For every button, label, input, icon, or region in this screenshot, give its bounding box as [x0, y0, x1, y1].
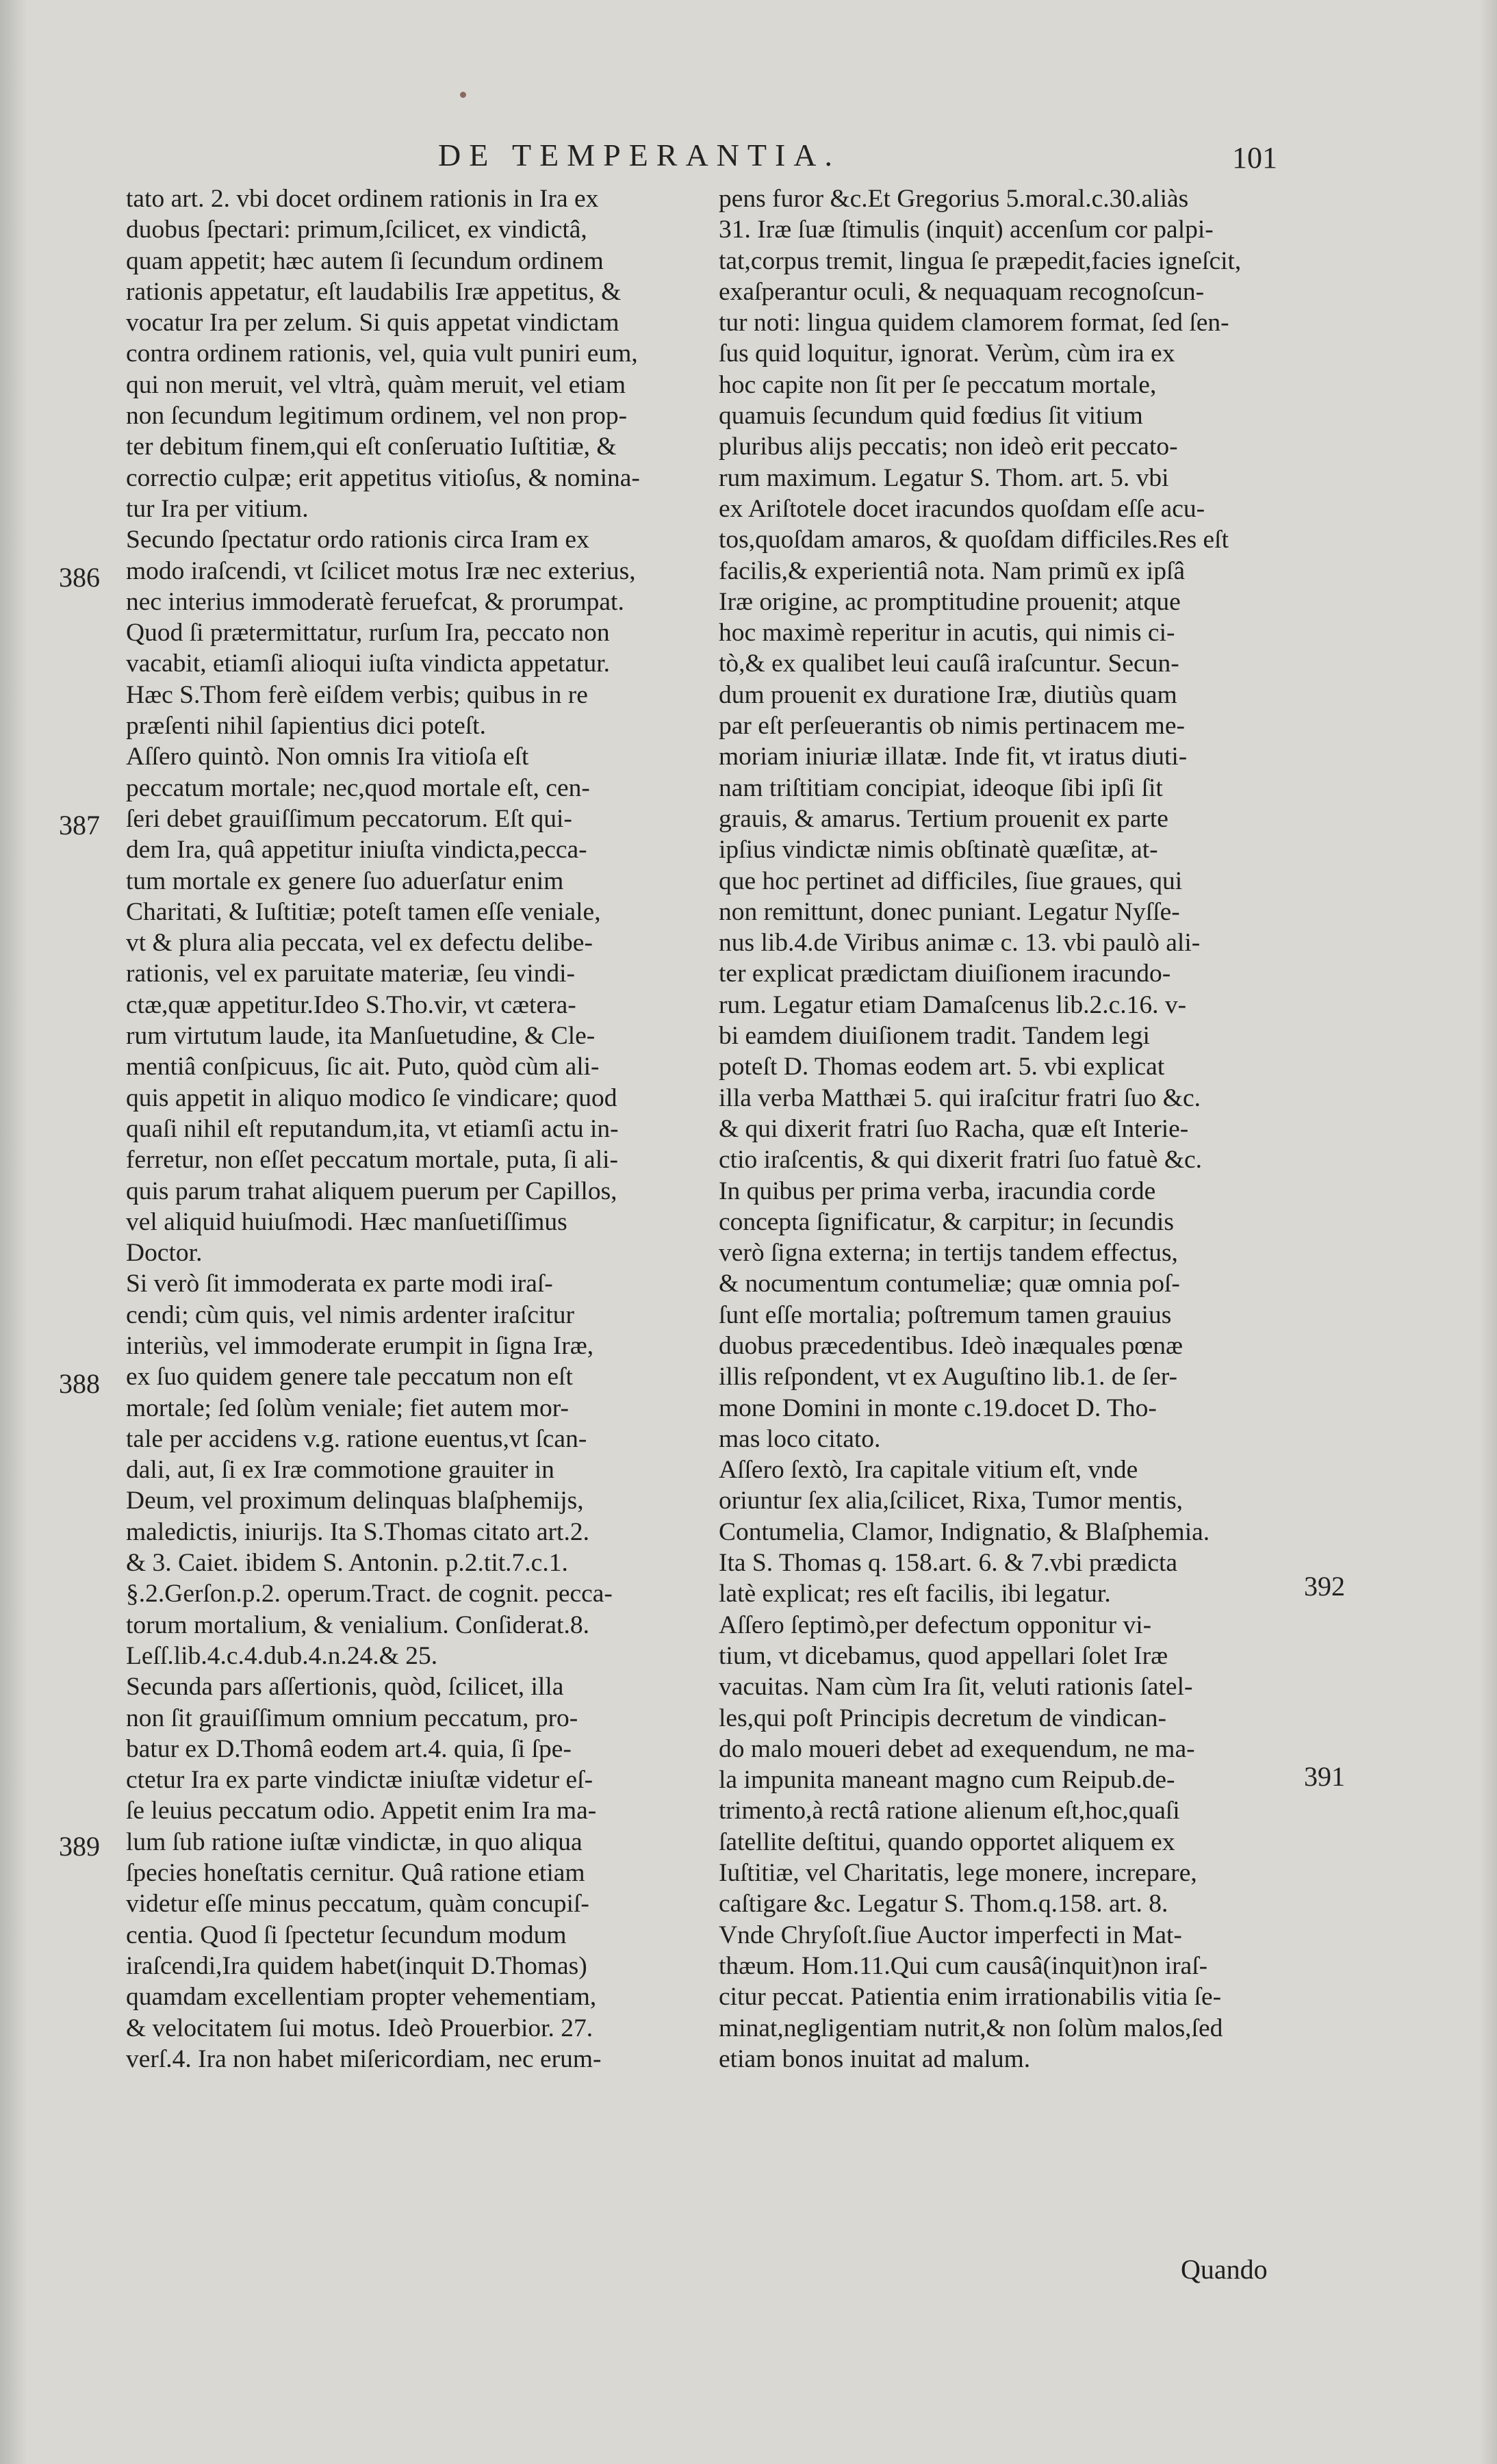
text-line: In quibus per prima verba, iracundia corde [719, 1177, 1156, 1205]
text-line: Secunda pars aſſertionis, quòd, ſcilicet, illa [126, 1673, 564, 1702]
text-line: Iræ origine, ac promptitudine prouenit; atque [719, 587, 1181, 616]
text-line: latè explicat; res eſt facilis, ibi legatur. [719, 1580, 1111, 1608]
text-line: nam triſtitiam concipiat, ideoque ſibi ipſi ſit [719, 773, 1163, 802]
text-line: & velocitatem ſui motus. Ideò Prouerbior. 27. [126, 2014, 593, 2042]
text-line: maledictis, iniurijs. Ita S.Thomas citato art.2. [126, 1517, 589, 1546]
text-line: ex Ariſtotele docet iracundos quoſdam eſſe acu- [719, 494, 1205, 523]
text-line: Leſſ.lib.4.c.4.dub.4.n.24.& 25. [126, 1641, 438, 1670]
text-line: vocatur Ira per zelum. Si quis appetat vindictam [126, 309, 619, 337]
text-line: ſunt eſſe mortalia; poſtremum tamen grauius [719, 1300, 1172, 1329]
margin-number-387: 387 [59, 810, 100, 840]
text-line: hoc capite non ſit per ſe peccatum mortale, [719, 370, 1157, 399]
text-line: Aſſero ſeptimò,per defectum opponitur vi- [719, 1610, 1152, 1639]
text-line: dali, aut, ſi ex Iræ commotione grauiter in [126, 1456, 554, 1485]
text-line: & nocumentum contumeliæ; quæ omnia poſ- [719, 1270, 1180, 1298]
text-line: cendi; cùm quis, vel nimis ardenter iraſcitur [126, 1300, 575, 1329]
text-line: bi eamdem diuiſionem tradit. Tandem legi [719, 1022, 1150, 1051]
text-line: non remittunt, donec puniant. Legatur Nyſſe- [719, 897, 1180, 926]
text-line: Secundo ſpectatur ordo rationis circa Iram ex [126, 526, 589, 554]
page-number: 101 [1232, 141, 1277, 175]
text-line: tos,quoſdam amaros, & quoſdam difficiles.Res eſt [719, 526, 1229, 554]
text-line: do malo moueri debet ad exequendum, ne ma- [719, 1734, 1195, 1763]
text-line: quamdam excellentiam propter vehementiam, [126, 1983, 597, 2012]
text-line: quis appetit in aliquo modico ſe vindicare; quod [126, 1083, 617, 1112]
text-line: trimento,à rectâ ratione alienum eſt,hoc,quaſi [719, 1797, 1180, 1825]
text-line: verſ.4. Ira non habet miſericordiam, nec erum- [126, 2044, 602, 2073]
text-line: hoc maximè reperitur in acutis, qui nimis ci- [719, 619, 1175, 647]
text-line: quaſi nihil eſt reputandum,ita, vt etiamſi actu in- [126, 1114, 619, 1143]
text-line: concepta ſignificatur, & carpitur; in ſecundis [719, 1207, 1174, 1236]
text-line: ſus quid loquitur, ignorat. Verùm, cùm ira ex [719, 339, 1175, 368]
text-line: Aſſero ſextò, Ira capitale vitium eſt, vnde [719, 1456, 1138, 1485]
page-gutter [0, 0, 27, 2464]
text-line: ſatellite deſtitui, quando opportet aliquem ex [719, 1827, 1175, 1856]
text-line: tum mortale ex genere ſuo aduerſatur enim [126, 867, 564, 895]
text-line: tur noti: lingua quidem clamorem format, ſed ſen- [719, 309, 1229, 337]
text-line: Vnde Chryſoſt.ſiue Auctor imperfecti in Mat- [719, 1921, 1182, 1949]
margin-number-386: 386 [59, 562, 100, 593]
text-line: moriam iniuriæ illatæ. Inde fit, vt iratus diuti- [719, 743, 1188, 771]
text-line: & qui dixerit fratri ſuo Racha, quæ eſt Interie- [719, 1114, 1189, 1143]
text-line: rationis, vel ex paruitate materiæ, ſeu vindi- [126, 960, 576, 988]
text-line: Si verò ſit immoderata ex parte modi iraſ- [126, 1270, 553, 1298]
margin-number-392: 392 [1304, 1571, 1345, 1602]
text-line: duobus ſpectari: primum,ſcilicet, ex vindictâ, [126, 216, 587, 244]
text-line: pluribus alijs peccatis; non ideò erit peccato- [719, 433, 1178, 461]
text-line: exaſperantur oculi, & nequaquam recognoſcun- [719, 277, 1205, 306]
margin-number-388: 388 [59, 1368, 100, 1399]
text-line: qui non meruit, vel vltrà, quàm meruit, vel etiam [126, 370, 626, 399]
text-line: pens furor &c.Et Gregorius 5.moral.c.30.aliàs [719, 185, 1189, 213]
text-line: ctio iraſcentis, & qui dixerit fratri ſuo fatuè &c. [719, 1146, 1203, 1175]
text-line: non ſecundum legitimum ordinem, vel non prop- [126, 402, 628, 431]
text-line: Hæc S.Thom ferè eiſdem verbis; quibus in re [126, 680, 588, 709]
text-line: rum virtutum laude, ita Manſuetudine, & Cle- [126, 1022, 596, 1051]
text-line: par eſt perſeuerantis ob nimis pertinacem me- [719, 712, 1185, 741]
catchword: Quando [1181, 2254, 1268, 2285]
text-line: etiam bonos inuitat ad malum. [719, 2044, 1031, 2073]
text-line: ferretur, non eſſet peccatum mortale, puta, ſi ali- [126, 1146, 619, 1175]
margin-number-389: 389 [59, 1831, 100, 1862]
text-line: vacuitas. Nam cùm Ira ſit, veluti rationis ſatel- [719, 1673, 1193, 1702]
text-line: iraſcendi,Ira quidem habet(inquit D.Thomas) [126, 1951, 587, 1980]
text-line: quis parum trahat aliquem puerum per Capillos, [126, 1177, 617, 1205]
text-line: vel aliquid huiuſmodi. Hæc manſuetiſſimus [126, 1207, 567, 1236]
text-line: minat,negligentiam nutrit,& non ſolùm malos,ſed [719, 2014, 1223, 2042]
text-line: ipſius vindictæ nimis obſtinatè quæſitæ, at- [719, 836, 1158, 864]
text-line: correctio culpæ; erit appetitus vitioſus, & nomina- [126, 463, 640, 492]
text-line: peccatum mortale; nec,quod mortale eſt, cen- [126, 773, 590, 802]
text-line: 31. Iræ ſuæ ſtimulis (inquit) accenſum cor palpi- [719, 216, 1214, 244]
text-line: ter debitum finem,qui eſt conſeruatio Iuſtitiæ, & [126, 433, 617, 461]
text-line: ſe leuius peccatum odio. Appetit enim Ira ma- [126, 1797, 597, 1825]
text-line: illa verba Matthæi 5. qui iraſcitur fratri ſuo &c. [719, 1083, 1201, 1112]
text-line: tium, vt dicebamus, quod appellari ſolet Iræ [719, 1641, 1168, 1670]
text-line: rum maximum. Legatur S. Thom. art. 5. vbi [719, 463, 1169, 492]
text-line: mone Domini in monte c.19.docet D. Tho- [719, 1394, 1157, 1422]
text-line: quam appetit; hæc autem ſi ſecundum ordinem [126, 246, 604, 275]
text-line: ſeri debet grauiſſimum peccatorum. Eſt qui- [126, 804, 572, 833]
text-line: non ſit grauiſſimum omnium peccatum, pro- [126, 1704, 578, 1732]
text-line: Charitati, & Iuſtitiæ; poteſt tamen eſſe veniale, [126, 897, 601, 926]
text-line: tale per accidens v.g. ratione euentus,vt ſcan- [126, 1424, 587, 1453]
margin-number-391: 391 [1304, 1761, 1345, 1792]
text-line: Contumelia, Clamor, Indignatio, & Blaſphemia. [719, 1517, 1210, 1546]
text-line: Doctor. [126, 1239, 203, 1268]
text-line: grauis, & amarus. Tertium prouenit ex parte [719, 804, 1168, 833]
text-line: Aſſero quintò. Non omnis Ira vitioſa eſt [126, 743, 529, 771]
text-line: ex ſuo quidem genere tale peccatum non eſt [126, 1363, 573, 1391]
running-title: DE TEMPERANTIA. [438, 138, 841, 172]
text-line: rum. Legatur etiam Damaſcenus lib.2.c.16. v- [719, 990, 1187, 1019]
text-line: vt & plura alia peccata, vel ex defectu delibe- [126, 929, 593, 958]
text-line: ctæ,quæ appetitur.Ideo S.Tho.vir, vt cætera- [126, 990, 576, 1019]
text-line: tur Ira per vitium. [126, 494, 309, 523]
text-line: nec interius immoderatè feruefcat, & prorumpat. [126, 587, 624, 616]
text-line: caſtigare &c. Legatur S. Thom.q.158. art. 8. [719, 1890, 1168, 1918]
text-line: mortale; ſed ſolùm veniale; fiet autem mor- [126, 1394, 569, 1422]
left-column [126, 183, 690, 2075]
page-edge [1479, 0, 1497, 2464]
text-line: les,qui poſt Principis decretum de vindican- [719, 1704, 1167, 1732]
text-line: torum mortalium, & venialium. Conſiderat.8. [126, 1610, 589, 1639]
text-line: thæum. Hom.11.Qui cum causâ(inquit)non iraſ- [719, 1951, 1208, 1980]
text-line: modo iraſcendi, vt ſcilicet motus Iræ nec exterius, [126, 556, 636, 585]
text-line: mas loco citato. [719, 1424, 881, 1453]
text-line: nus lib.4.de Viribus animæ c. 13. vbi paulò ali- [719, 929, 1201, 958]
text-line: Deum, vel proximum delinquas blaſphemijs, [126, 1487, 584, 1515]
text-line: §.2.Gerſon.p.2. operum.Tract. de cognit. pecca- [126, 1580, 613, 1608]
text-line: centia. Quod ſi ſpectetur ſecundum modum [126, 1921, 567, 1949]
text-line: interiùs, vel immoderate erumpit in ſigna Iræ, [126, 1331, 594, 1360]
text-line: Ita S. Thomas q. 158.art. 6. & 7.vbi prædicta [719, 1549, 1178, 1578]
text-line: facilis,& experientiâ nota. Nam primũ ex ipſâ [719, 556, 1186, 585]
text-line: quamuis ſecundum quid fœdius ſit vitium [719, 402, 1143, 431]
text-line: ctetur Ira ex parte vindictæ iniuſtæ videtur eſ- [126, 1766, 593, 1795]
text-line: citur peccat. Patientia enim irrationabilis vitia ſe- [719, 1983, 1222, 2012]
text-line: lum ſub ratione iuſtæ vindictæ, in quo aliqua [126, 1827, 583, 1856]
text-line: dum prouenit ex duratione Iræ, diutiùs quam [719, 680, 1177, 709]
text-line: rationis appetatur, eſt laudabilis Iræ appetitus, & [126, 277, 622, 306]
text-line: duobus præcedentibus. Ideò inæquales pœnæ [719, 1331, 1183, 1360]
text-line: poteſt D. Thomas eodem art. 5. vbi explicat [719, 1053, 1165, 1081]
text-line: contra ordinem rationis, vel, quia vult puniri eum, [126, 339, 638, 368]
text-line: verò ſigna externa; in tertijs tandem effectus, [719, 1239, 1178, 1268]
text-line: Iuſtitiæ, vel Charitatis, lege monere, increpare, [719, 1859, 1197, 1888]
text-line: vacabit, etiamſi alioqui iuſta vindicta appetatur. [126, 650, 611, 678]
text-line: tato art. 2. vbi docet ordinem rationis in Ira ex [126, 185, 599, 213]
text-line: tat,corpus tremit, lingua ſe præpedit,facies igneſcit, [719, 246, 1242, 275]
text-line: que hoc pertinet ad difficiles, ſiue graues, qui [719, 867, 1183, 895]
text-line: & 3. Caiet. ibidem S. Antonin. p.2.tit.7.c.1. [126, 1549, 568, 1578]
ink-spot [460, 92, 466, 98]
text-line: batur ex D.Thomâ eodem art.4. quia, ſi ſpe- [126, 1734, 572, 1763]
text-line: ter explicat prædictam diuiſionem iracundo- [719, 960, 1171, 988]
text-line: mentiâ conſpicuus, ſic ait. Puto, quòd cùm ali- [126, 1053, 600, 1081]
text-line: oriuntur ſex alia,ſcilicet, Rixa, Tumor mentis, [719, 1487, 1183, 1515]
text-line: videtur eſſe minus peccatum, quàm concupiſ- [126, 1890, 589, 1918]
text-line: tò,& ex qualibet leui cauſâ iraſcuntur. Secun- [719, 650, 1179, 678]
text-line: Quod ſi prætermittatur, rurſum Ira, peccato non [126, 619, 610, 647]
text-line: ſpecies honeſtatis cernitur. Quâ ratione etiam [126, 1859, 585, 1888]
text-line: dem Ira, quâ appetitur iniuſta vindicta,pecca- [126, 836, 587, 864]
text-line: illis reſpondent, vt ex Auguſtino lib.1. de ſer- [719, 1363, 1177, 1391]
text-line: præſenti nihil ſapientius dici poteſt. [126, 712, 486, 741]
right-column [719, 183, 1294, 2075]
text-line: la impunita maneant magno cum Reipub.de- [719, 1766, 1175, 1795]
